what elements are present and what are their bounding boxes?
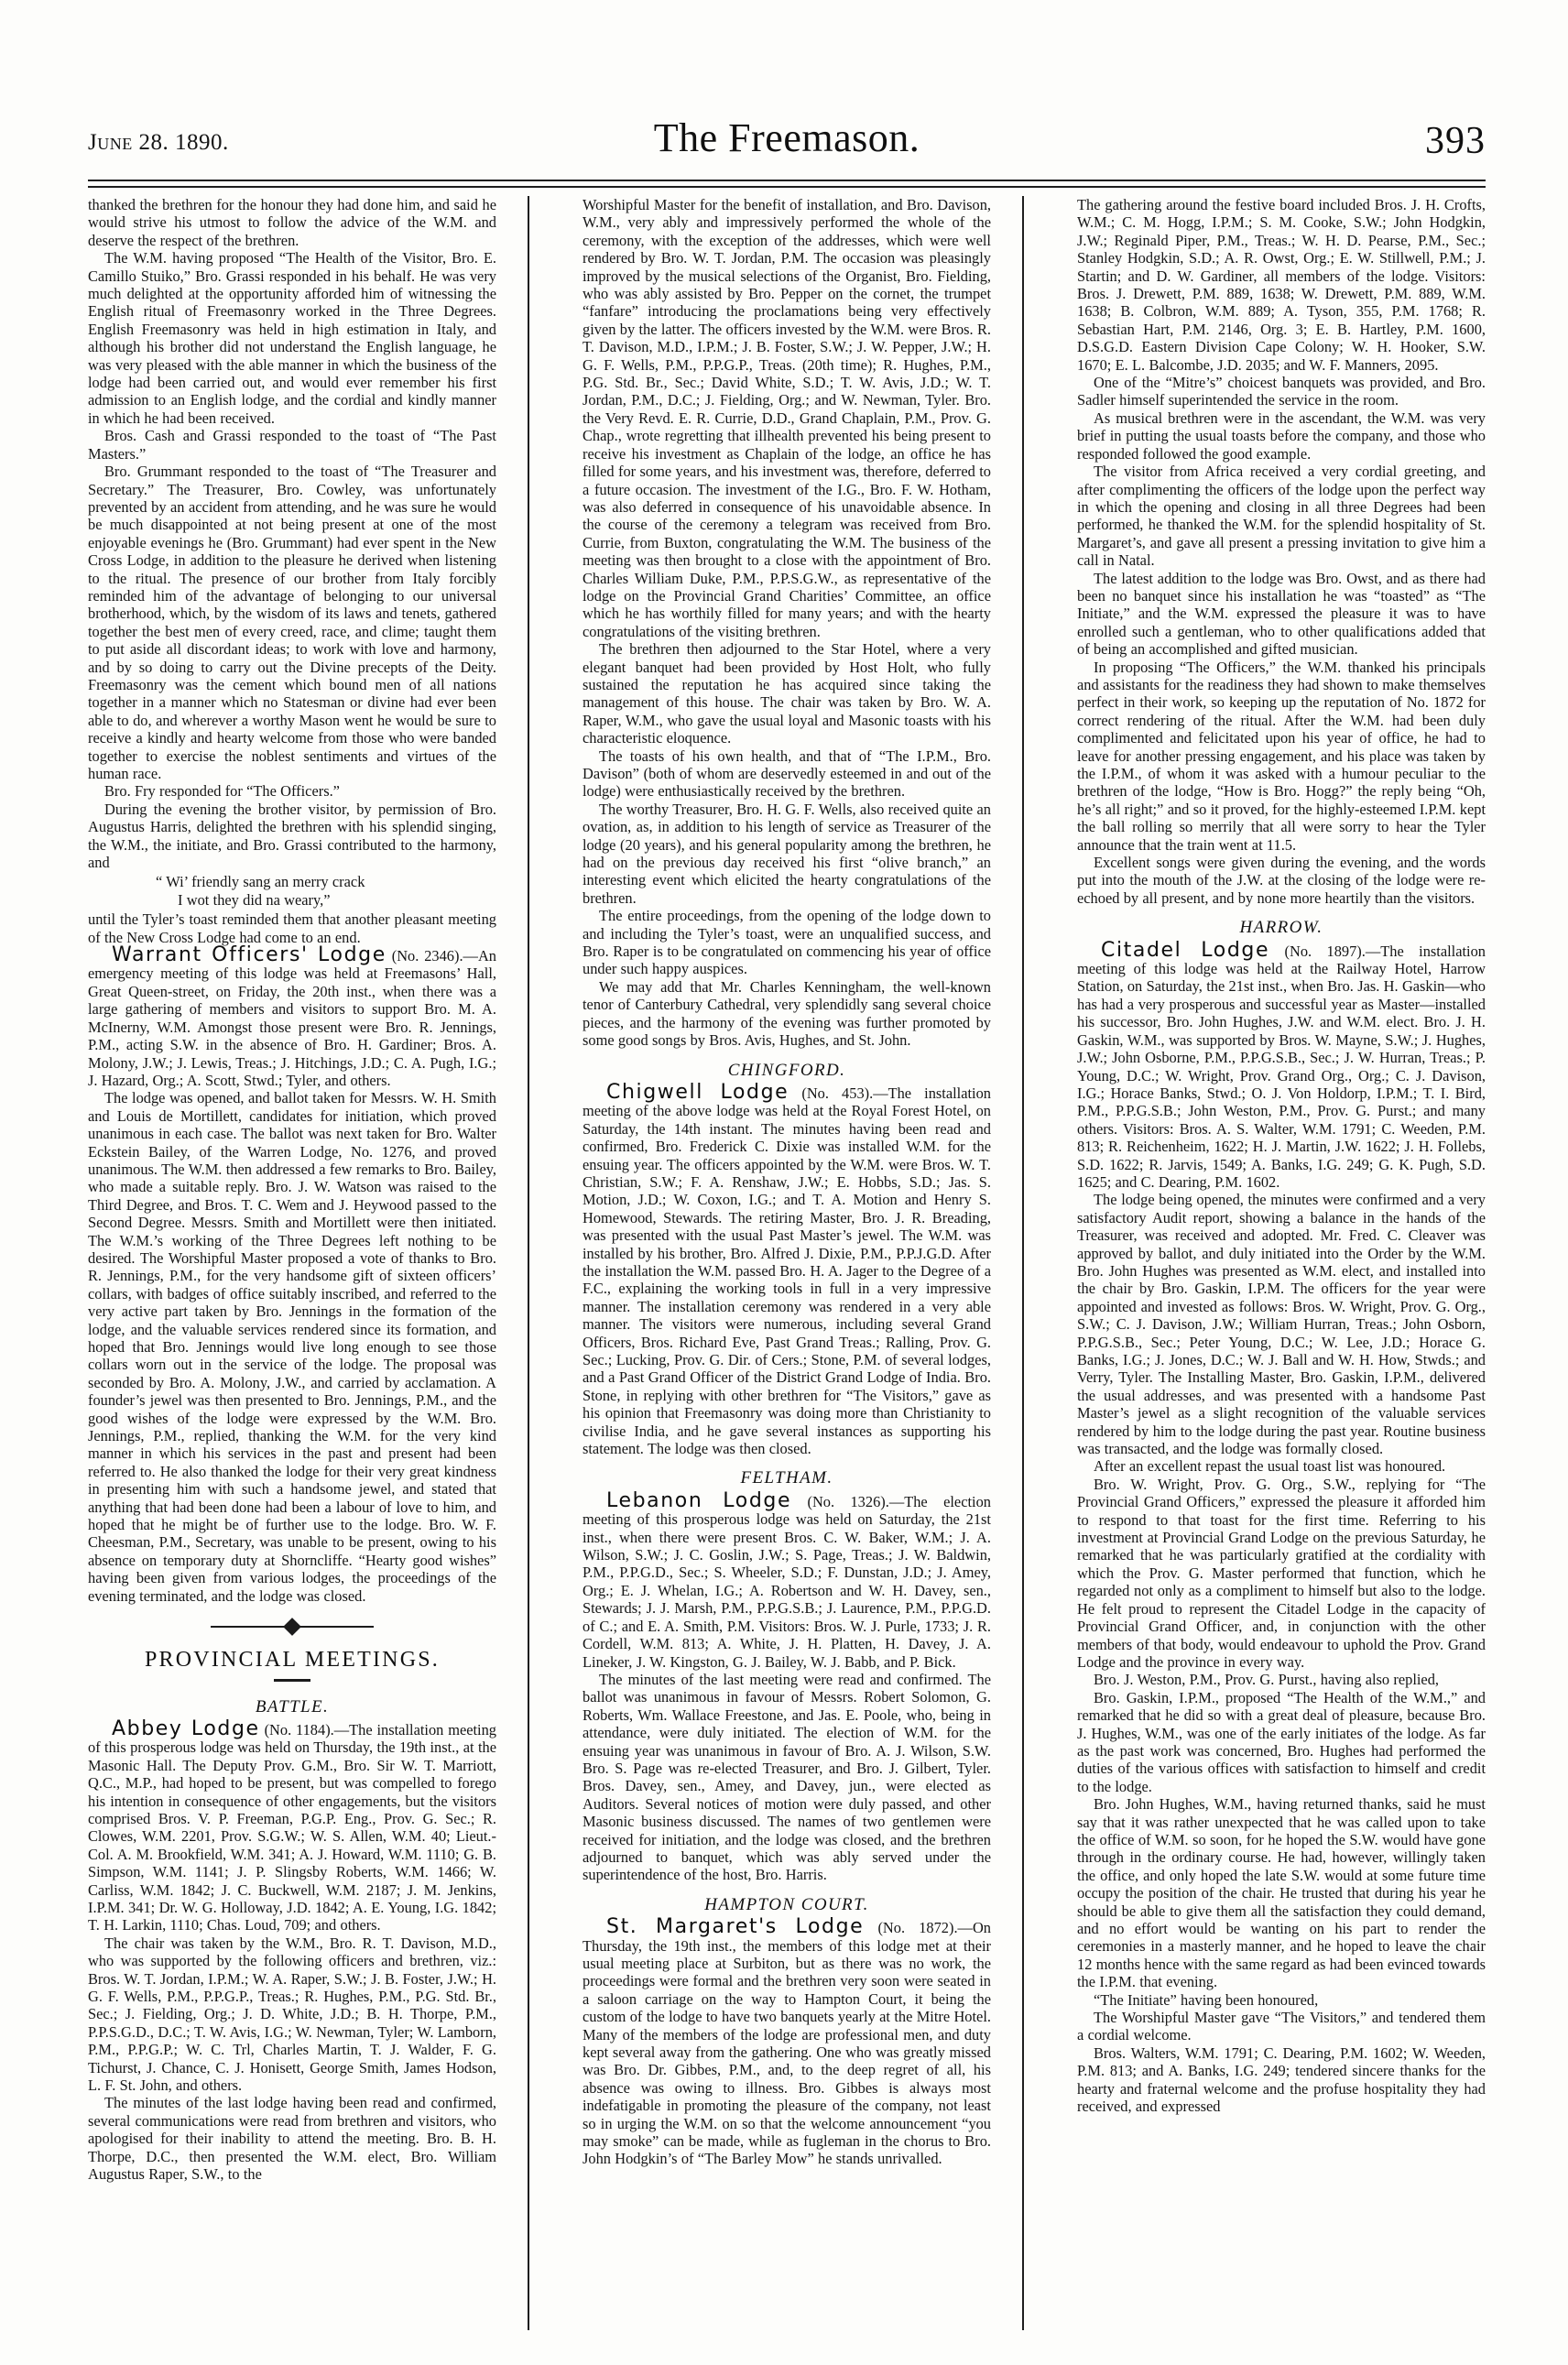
lodge-number: (No. 1184).— [264, 1720, 350, 1738]
paragraph: Bro. Fry responded for “The Officers.” [104, 782, 340, 801]
paragraph: The chair was taken by the W.M., Bro. R. T. Davison, M.D., who was supported by the following officers and brethren, viz.: Bros. W. T. Jordan, I.P.M.; W. A. Raper, S.W.; J. B. Foster, J.W.; H. G. F. Wells, P.M., P.P.G.P., Treas.; R. Hughes, P.M., P.G. Std. Br., Sec.; J. Fielding, Org.; J. D. White, J.D.; B. H. Thorpe, P.M., P.P.S.G.D., D.C.; T. W. Avis, I.G.; W. Newman, Tyler; W. Lamborn, P.M., P.P.G.P.; W. C. Trl, Charles Martin, T. J. Walder, F. G. Tichurst, J. Chance, C. J. Honisett, George Smith, James Hodson, L. F. St. John, and others. [88, 1934, 496, 2095]
place-heading-feltham: FELTHAM. [740, 1468, 833, 1488]
lodge-number: (No. 1326).— [807, 1492, 905, 1510]
lodge-name: Citadel Lodge [1101, 938, 1270, 962]
page-number: 393 [1425, 120, 1486, 162]
section-title-provincial-meetings: PROVINCIAL MEETINGS. [145, 1648, 440, 1673]
paragraph: During the evening the brother visitor, by permission of Bro. Augustus Harris, delighted the brethren with his splendid singing, the W.M., the initiate, and Bro. Grassi contributed to the harmony, and [88, 800, 496, 872]
paragraph: In proposing “The Officers,” the W.M. thanked his principals and assistants for the readiness they had shown to make themselves perfect in their work, so keeping up the reputation of No. 1872 for correct rendering of the ritual. After the W.M. had been duly complimented and felicitated upon his year of office, he had to leave for another pressing engagement, and his place was taken by the I.P.M., of whom it was asked with a humour peculiar to the brethren of the lodge, “How is Bro. Hogg?” the reply being “Oh, he’s all right;” and so it proved, for the highly-esteemed I.P.M. kept the ball rolling so merrily that all were sorry to hear the Tyler announce that the train went at 11.5. [1077, 658, 1486, 854]
lodge-entry-st-margarets [583, 1915, 991, 2168]
paragraph: After an excellent repast the usual toast list was honoured. [1094, 1457, 1446, 1476]
columns-container [88, 196, 1486, 2330]
lodge-name: Abbey Lodge [112, 1717, 260, 1740]
lodge-body: The installation meeting of this lodge was held at the Railway Hotel, Harrow Station, on Saturday, the 21st inst., when Bro. Jas. H. Gaskin—who has had a very prosperous and successful year as Master—installed his successor, Bro. John Hughes, J.W. and W.M. elect. Bro. J. H. Gaskin, W.M., was supported by Bros. W. Mayne, S.W.; J. Hughes, J.W.; John Osborne, P.M., P.P.G.S.B., Sec.; J. W. Hurran, Treas.; P. Young, D.C.; W. Wright, Prov. Grand Org., Org.; C. J. Davison, I.G.; Horace Banks, Stwd.; O. J. Von Holdorp, I.P.M.; T. I. Bird, P.M., P.P.G.S.B.; John Weston, P.M., Prov. G. Purst.; and many others. Visitors: Bros. A. S. Walter, W.M. 1791; C. Weeden, P.M. 813; R. Reichenheim, 1622; H. J. Martin, J.W. 1622; J. H. Follebs, S.D. 1622; R. Jarvis, 1549; A. Banks, I.G. 249; G. K. Pugh, S.D. 1625; and C. Dearing, P.M. 1602. [1077, 942, 1486, 1191]
column-divider-2 [1022, 196, 1024, 2330]
paragraph: The lodge was opened, and ballot taken for Messrs. W. H. Smith and Louis de Mortillett, candidates for initiation, which proved unanimous in each case. The ballot was next taken for Bro. Walter Eckstein Bailey, of the Warren Lodge, No. 1276, and proved unanimous. The W.M. then addressed a few remarks to Bro. Bailey, who made a suitable reply. Bro. J. W. Watson was raised to the Third Degree, and Bros. T. C. Wem and J. Heywood passed to the Second Degree. Messrs. Smith and Mortillett were then initiated. The W.M.’s working of the Three Degrees left nothing to be desired. The Worshipful Master proposed a vote of thanks to Bro. R. Jennings, P.M., for the very handsome gift of sixteen officers’ collars, with badges of office suitably inscribed, and referred to the very active part taken by Bro. Jennings in the formation of the lodge, and the valuable services rendered since its formation, and hoped that Bro. Jennings would live long enough to see those collars worn out in the service of the lodge. The proposal was seconded by Bro. A. Molony, J.W., and carried by acclamation. A founder’s jewel was then presented to Bro. Jennings, P.M., and the good wishes of the lodge were expressed by the W.M. Bro. Jennings, P.M., replied, thanking the W.M. for the very kind manner in which his services in the past and present had been referred to. He also thanked the lodge for their very great kindness in presenting him with such a handsome jewel, and stated that anything that had been done had been a labour of love to him, and hoped that he might be of further use to the lodge. Bro. W. F. Cheesman, P.M., Secretary, was unable to be present, owing to his absence on temporary duty at Shorncliffe. “Hearty good wishes” having been given from various lodges, the proceedings of the evening terminated, and the lodge was closed. [88, 1089, 496, 1605]
lodge-entry-lebanon [583, 1488, 991, 1671]
lodge-name: Lebanon Lodge [606, 1488, 792, 1512]
paragraph: Bro. Grummant responded to the toast of “The Treasurer and Secretary.” The Treasurer, Bro. Cowley, was unfortunately prevented by an accident from attending, and he was sure he would be much disappointed at not being present at one of the most enjoyable evenings he (Bro. Grummant) had ever spent in the New Cross Lodge, in addition to the pleasure he derived when listening to the ritual. The presence of our brother from Italy forcibly reminded him of the advantage of belonging to our universal brotherhood, which, by the wisdom of its laws and tenets, gathered together the best men of every creed, race, and clime; taught them to put aside all discordant ideas; to work with love and harmony, and by so doing to carry out the Divine precepts of the Deity. Freemasonry was the cement which bound men of all nations together in a manner which no Statesman or divine had ever been able to do, and wherever a worthy Mason went he would be sure to receive a kindly and hearty welcome from those who were banded together to exercise the noblest sentiments and virtues of the human race. [88, 463, 496, 782]
paragraph: until the Tyler’s toast reminded them that another pleasant meeting of the New Cross Lodge had come to an end. [88, 910, 496, 946]
lodge-body: The installation meeting of the above lodge was held at the Royal Forest Hotel, on Saturday, the 14th instant. The minutes having been read and confirmed, Bro. Frederick C. Dixie was installed W.M. for the ensuing year. The officers appointed by the W.M. were Bros. W. T. Christian, S.W.; F. A. Renshaw, J.W.; E. Hobbs, S.D.; Jas. S. Motion, J.D.; W. Coxon, I.G.; and T. A. Motion and Henry S. Homewood, Stewards. The retiring Master, Bro. J. R. Breading, was presented with the usual Past Master’s jewel. The W.M. was installed by his brother, Bro. Alfred J. Dixie, P.M., P.P.J.G.D. After the installation the W.M. passed Bro. H. A. Jager to the Degree of a F.C., explaining the working tools in full in a very impressive manner. The installation ceremony was rendered in a very able manner. The visitors were numerous, including several Grand Officers, Bros. Richard Eve, Past Grand Treas.; Ralling, Prov. G. Sec.; Lucking, Prov. G. Dir. of Cers.; Stone, P.M. of several lodges, and a Past Grand Officer of the District Grand Lodge of India. Bro. Stone, in replying with other brethren for “The Visitors,” gave as his opinion that Freemasonry was doing more than Christianity to civilise India, and he gave several instances as supporting his statement. The lodge was then closed. [583, 1084, 991, 1458]
lodge-entry-warrant-officers [88, 943, 496, 1089]
paragraph: Bros. Cash and Grassi responded to the toast of “The Past Masters.” [88, 427, 496, 463]
place-heading-chingford: CHINGFORD. [727, 1060, 846, 1080]
divider-bar [274, 1679, 310, 1682]
lodge-body: An emergency meeting of this lodge was held at Freemasons’ Hall, Great Queen-street, on Friday, the 20th inst., when there was a large gathering of members and visitors to support Bro. M. A. McInerny, W.M. Amongst those present were Bro. R. Jennings, P.M., acting S.W. in the absence of Bro. H. Gardiner; Bros. A. Molony, J.W.; J. Lewis, Treas.; J. Hitchings, J.D.; C. A. Pugh, I.G.; J. Hazard, Org.; A. Scott, Stwd.; Tyler, and others. [88, 947, 496, 1089]
paragraph: Bro. Gaskin, I.P.M., proposed “The Health of the W.M.,” and remarked that he did so with a great deal of pleasure, because Bro. J. Hughes, W.M., was one of the early initiates of the lodge. As far as the past work was concerned, Bro. Hughes had performed the duties of the various offices with satisfaction to himself and credit to the lodge. [1077, 1688, 1486, 1795]
lodge-name: St. Margaret's Lodge [606, 1915, 865, 1939]
column-divider-1 [528, 196, 529, 2330]
paragraph: The brethren then adjourned to the Star Hotel, where a very elegant banquet had been provided by Host Holt, who fully sustained the reputation he has acquired since taking the management of this house. The chair was taken by Bro. W. A. Raper, W.M., who gave the usual loyal and Masonic toasts with his characteristic eloquence. [583, 640, 991, 747]
lodge-body: The election meeting of this prosperous lodge was held on Saturday, the 21st inst., when there were present Bros. C. W. Baker, W.M.; J. A. Wilson, S.W.; J. C. Goslin, J.W.; S. Page, Treas.; J. W. Baldwin, P.M., P.P.G.D., Sec.; S. Wheeler, S.D.; F. Dunstan, J.D.; J. Amey, Org.; E. J. Whelan, I.G.; A. Robertson and W. H. Davey, sen., Stewards; J. J. Marsh, P.M., P.P.G.S.B.; J. Laurence, P.M., P.P.G.D. of C.; and E. A. Smith, P.M. Visitors: Bros. W. J. Purle, 1733; J. R. Cordell, W.M. 813; A. White, J. H. Platten, H. Davey, J. A. Lineker, J. W. Kingston, G. J. Bailey, W. J. Babb, and P. Bick. [583, 1492, 991, 1671]
place-heading-hampton-court: HAMPTON COURT. [704, 1894, 869, 1914]
place-heading-battle: BATTLE. [255, 1696, 330, 1717]
lodge-body: On Thursday, the 19th inst., the members of this lodge met at their usual meeting place at Surbiton, but as there was no work, the proceedings were formal and the brethren very soon were seated in a saloon carriage on the way to Hampton Court, it being the custom of the lodge to have two banquets yearly at the Mitre Hotel. Many of the members of the lodge are professional men, and duty kept several away from the gathering. One who was greatly missed was Bro. Dr. Gibbes, P.M., and, to the deep regret of all, his absence was owing to illness. Bro. Gibbes is always most indefatigable in promoting the pleasure of the company, not least so in urging the W.M. on so that the welcome announcement “you may smoke” can be made, while as fugleman in the chorus to Bro. John Hodgkin’s of “The Barley Mow” he stands unrivalled. [583, 1919, 991, 2168]
publication-title: The Freemason. [653, 115, 920, 160]
diamond-ornament-icon [283, 1618, 301, 1636]
lodge-number: (No. 1897).— [1284, 942, 1381, 960]
paragraph: Bro. J. Weston, P.M., Prov. G. Purst., having also replied, [1094, 1671, 1440, 1689]
verse-block [88, 873, 496, 909]
paragraph: The W.M. having proposed “The Health of the Visitor, Bro. E. Camillo Stuiko,” Bro. Grassi responded in his behalf. He was very much delighted at the opportunity afforded him of witnessing the English ritual of Freemasonry worked in the Three Degrees. English Freemasonry was held in high estimation in Italy, and although his brother did not understand the English language, he was very pleased with the able manner in which the business of the lodge had been carried out, and would ever remember his first admission to an English lodge, and the cordial and kindly manner in which he had been received. [88, 249, 496, 427]
lodge-number: (No. 2346).— [391, 947, 478, 965]
lodge-body: The installation meeting of this prosperous lodge was held on Thursday, the 19th inst., at the Masonic Hall. The Deputy Prov. G.M., Bro. Sir W. T. Marriott, Q.C., M.P., had hoped to be present, but was compelled to forego his intention in consequence of other engagements, but the visitors comprised Bros. V. P. Freeman, P.G.P. Eng., Prov. G. Sec.; R. Clowes, W.M. 2201, Prov. S.G.W.; W. S. Allen, W.M. 40; Lieut.-Col. A. M. Brookfield, W.M. 341; A. J. Howard, W.M. 1110; G. B. Simpson, W.M. 1141; J. P. Slingsby Roberts, W.M. 1466; W. Carliss, W.M. 1842; J. C. Buckwell, W.M. 2187; J. M. Jenkins, I.P.M. 341; Dr. W. G. Holloway, J.D. 1842; A. E. Young, I.G. 1842; T. H. Larkin, 1110; Chas. Loud, 709; and others. [88, 1720, 496, 1935]
paragraph: The latest addition to the lodge was Bro. Owst, and as there had been no banquet since his installation he was “toasted” as “The Initiate,” and the W.M. expressed the pleasure it was to have enrolled such a gentleman, who to other qualifications added that of being an accomplished and gifted musician. [1077, 569, 1486, 659]
paragraph: Bro. W. Wright, Prov. G. Org., S.W., replying for “The Provincial Grand Officers,” expressed the pleasure it afforded him to respond to that toast for the first time. Referring to his investment at Provincial Grand Lodge on the previous Saturday, he remarked that he was particularly gratified at the cordiality with which the Prov. G. Master performed that function, which he regarded not only as a compliment to himself but also to the lodge. He felt proud to represent the Citadel Lodge in the capacity of Provincial Grand Officer, and, in conjunction with the other members of that body, would endeavour to uphold the Prov. Grand Lodge and the province in every way. [1077, 1475, 1486, 1671]
paragraph: As musical brethren were in the ascendant, the W.M. was very brief in putting the usual toasts before the company, and those who responded followed the good example. [1077, 409, 1486, 463]
column-1 [88, 196, 496, 2330]
paragraph: Excellent songs were given during the evening, and the words put into the mouth of the J.W. at the closing of the lodge were re-echoed by all present, and by none more heartily than the visitors. [1077, 854, 1486, 907]
column-2 [583, 196, 991, 2330]
paragraph: We may add that Mr. Charles Kenningham, the well-known tenor of Canterbury Cathedral, very splendidly sang several choice pieces, and the harmony of the evening was further promoted by some good songs by Bros. Avis, Hughes, and St. John. [583, 977, 991, 1050]
lodge-entry-chigwell [583, 1080, 991, 1458]
lodge-entry-abbey [88, 1717, 496, 1935]
paragraph: The worthy Treasurer, Bro. H. G. F. Wells, also received quite an ovation, as, in addition to his length of service as Treasurer of the lodge (20 years), and his general popularity among the brethren, he had on the previous day received his first “olive branch,” an interesting event which elicited the hearty congratulations of the brethren. [583, 800, 991, 907]
paragraph: One of the “Mitre’s” choicest banquets was provided, and Bro. Sadler himself superintended the service in the room. [1077, 374, 1486, 409]
verse-line-1: “ Wi’ friendly sang an merry crack [156, 873, 365, 891]
paragraph: thanked the brethren for the honour they had done him, and said he would strive his utmost to follow the advice of the W.M. and deserve the respect of the brethren. [88, 196, 496, 249]
lodge-name: Chigwell Lodge [606, 1080, 789, 1104]
place-heading-harrow: HARROW. [1239, 918, 1323, 938]
issue-date: June 28. 1890. [88, 130, 229, 155]
paragraph: The lodge being opened, the minutes were confirmed and a very satisfactory Audit report, showing a balance in the hands of the Treasurer, was received and adopted. Mr. Fred. C. Cleaver was approved by ballot, and duly initiated into the Order by the W.M. Bro. John Hughes was presented as W.M. elect, and installed into the chair by Bro. Gaskin, I.P.M. The officers for the year were appointed and invested as follows: Bros. W. Wright, Prov. G. Org., S.W.; C. J. Davison, J.W.; William Hurran, Treas.; John Osborn, P.P.G.S.B., Sec.; Peter Young, D.C.; W. Lee, J.D.; Horace G. Banks, I.G.; J. Jones, D.C.; W. J. Ball and W. H. How, Stwds.; and Verry, Tyler. The Installing Master, Bro. Gaskin, I.P.M., delivered the usual addresses, and was presented with a handsome Past Master’s jewel as a slight recognition of the valuable services rendered by him to the lodge during the past year. Routine business was transacted, and the lodge was formally closed. [1077, 1191, 1486, 1458]
paragraph: The Worshipful Master gave “The Visitors,” and tendered them a cordial welcome. [1077, 2009, 1486, 2044]
paragraph: The minutes of the last meeting were read and confirmed. The ballot was unanimous in favour of Messrs. Robert Solomon, G. Roberts, Wm. Wallace Freestone, and Jas. E. Poole, who, being in attendance, were duly initiated. The election of W.M. for the ensuing year was unanimous in favour of Bro. A. J. Wilson, S.W. Bro. S. Page was re-elected Treasurer, and Bro. J. Gilbert, Tyler. Bros. Davey, sen., Amey, and Davey, jun., were elected as Auditors. Several notices of motion were duly passed, and other Masonic business discussed. The names of two gentlemen were received for initiation, and the lodge was closed, and the brethren adjourned to banquet, which was ably served under the superintendence of the host, Bro. Harris. [583, 1670, 991, 1884]
masthead-rule [88, 180, 1486, 188]
paragraph: The visitor from Africa received a very cordial greeting, and after complimenting the officers of the lodge upon the perfect way in which the opening and closing in all three Degrees had been performed, he thanked the W.M. for the splendid hospitality of St. Margaret’s, and gave all present a pressing invitation to give him a call in Natal. [1077, 463, 1486, 570]
paragraph: Bro. John Hughes, W.M., having returned thanks, said he must say that it was rather unexpected that he was called upon to take the office of W.M. so soon, for he hoped the S.W. would have gone through in the ordinary course. He had, however, willingly taken the office, and only hoped the late S.W. would at some future time occupy the position of the chair. He trusted that during his year he should be able to give them all the satisfaction they could demand, and no effort would be wanting on his part to render the ceremonies in a masterly manner, and he hoped to leave the chair 12 months hence with the same regard as had been evinced towards the I.P.M. that evening. [1077, 1795, 1486, 1991]
verse-line-2: I wot they did na weary,” [178, 890, 331, 909]
lodge-name: Warrant Officers' Lodge [112, 943, 387, 967]
paragraph: The entire proceedings, from the opening of the lodge down to and including the Tyler’s toast, were an unqualified success, and Bro. Raper is to be congratulated on commencing his year of office under such happy auspices. [583, 907, 991, 978]
masthead [88, 117, 1486, 174]
column-3 [1077, 196, 1486, 2330]
short-divider [88, 1675, 496, 1686]
paragraph: The minutes of the last lodge having been read and confirmed, several communications were read from brethren and visitors, who apologised for their inability to attend the meeting. Bro. B. H. Thorpe, D.C., then presented the W.M. elect, Bro. William Augustus Raper, S.W., to the [88, 2094, 496, 2184]
paragraph: Worshipful Master for the benefit of installation, and Bro. Davison, W.M., very ably and impressively performed the whole of the ceremony, with the exception of the addresses, which were well rendered by Bro. W. T. Jordan, P.M. The occasion was pleasingly improved by the musical selections of the Organist, Bro. Fielding, who was ably assisted by Bro. Pepper on the cornet, the trumpet “fanfare” introducing the proclamations being very effectively given by the latter. The officers invested by the W.M. were Bros. R. T. Davison, M.D., I.P.M.; J. B. Foster, S.W.; J. W. Pepper, J.W.; H. G. F. Wells, P.M., P.P.G.P., Treas. (20th time); R. Hughes, P.M., P.G. Std. Br., Sec.; David White, S.D.; T. W. Avis, J.D.; W. T. Jordan, P.M., D.C.; J. Fielding, Org.; and W. Newman, Tyler. Bro. the Very Revd. E. R. Currie, D.D., Grand Chaplain, P.M., Prov. G. Chap., wrote regretting that illhealth prevented his being present to receive his investment as Chaplain of the lodge, an office he has filled for some years, and his investment was, therefore, deferred to a future occasion. The investment of the I.G., Bro. F. W. Hotham, was also deferred in consequence of his unavoidable absence. In the course of the ceremony a telegram was received from Bro. Currie, from Buxton, congratulating the W.M. The business of the meeting was then brought to a close with the appointment of Bro. Charles William Duke, P.M., P.P.S.G.W., as representative of the lodge on the Provincial Grand Charities’ Committee, an office which he has worthily filled for many years; and with the hearty congratulations of the visiting brethren. [583, 196, 991, 640]
lodge-number: (No. 453).— [801, 1084, 888, 1102]
diamond-divider [88, 1617, 496, 1637]
paragraph: Bros. Walters, W.M. 1791; C. Dearing, P.M. 1602; W. Weeden, P.M. 813; and A. Banks, I.G. 249; tendered sincere thanks for the hearty and fraternal welcome and the profuse hospitality they had received, and expressed [1077, 2043, 1486, 2116]
paragraph: The toasts of his own health, and that of “The I.P.M., Bro. Davison” (both of whom are deservedly esteemed in and out of the lodge) were enthusiastically received by the brethren. [583, 747, 991, 801]
lodge-number: (No. 1872).— [877, 1919, 973, 1937]
paragraph: The gathering around the festive board included Bros. J. H. Crofts, W.M.; C. M. Hogg, I.P.M.; S. M. Cooke, S.W.; John Hodgkin, J.W.; Reginald Piper, P.M., Treas.; W. H. D. Pearse, P.M., Sec.; Stanley Hodgkin, S.D.; A. R. Owst, Org.; E. W. Stillwell, P.M.; J. Startin; and D. W. Gardiner, all members of the lodge. Visitors: Bros. J. Drewett, P.M. 889, 1638; W. Drewett, P.M. 889, W.M. 1638; B. Colbron, W.M. 889; A. Tyson, 355, P.M. 1768; R. Sebastian Hart, P.M. 2146, Org. 3; E. B. Hartley, P.M. 1600, D.S.G.D. Eastern Division Cape Colony; W. H. Hooker, S.W. 1670; E. L. Balcombe, J.D. 2035; and W. F. Manners, 2095. [1077, 196, 1486, 374]
lodge-entry-citadel [1077, 938, 1486, 1192]
paragraph: “The Initiate” having been honoured, [1094, 1990, 1319, 2009]
